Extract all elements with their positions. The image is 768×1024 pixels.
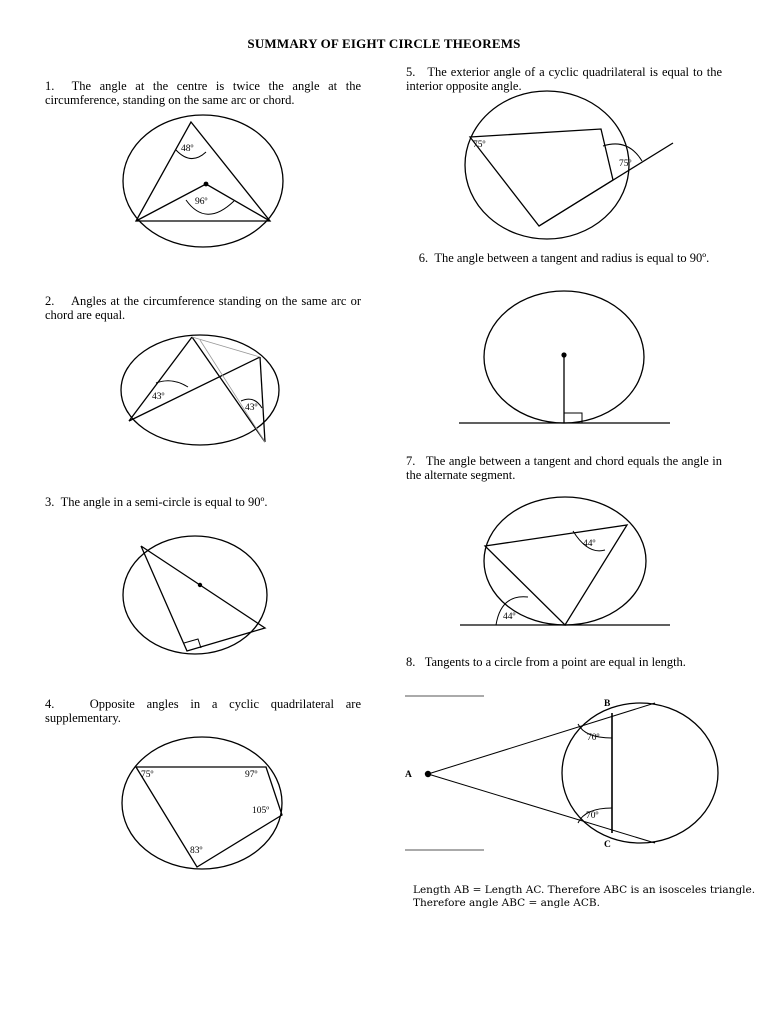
- tangent-line: [428, 703, 655, 774]
- page-title: SUMMARY OF EIGHT CIRCLE THEOREMS: [247, 36, 521, 51]
- theorem-2-text: 2. Angles at the circumference standing on the same arc or chord are equal.: [45, 294, 361, 322]
- angle-label: 44º: [503, 612, 516, 622]
- angle-label: 48º: [181, 144, 194, 154]
- theorem-8-text: 8. Tangents to a circle from a point are equal in length.: [406, 655, 686, 669]
- theorem-6-text: 6. The angle between a tangent and radius is equal to 90º.: [418, 251, 710, 265]
- angle-label: 43º: [245, 403, 258, 413]
- angle-label: 105º: [252, 806, 270, 816]
- angle-label: 70º: [586, 811, 599, 821]
- footnote-line-2: Therefore angle ABC = angle ACB.: [413, 897, 600, 909]
- angle-label: 97º: [245, 770, 258, 780]
- theorem-5-text: 5. The exterior angle of a cyclic quadrilateral is equal to the interior opposite angle.: [406, 65, 722, 93]
- point-a: [425, 771, 431, 777]
- angle-label: 75º: [473, 140, 486, 150]
- angle-label: 96º: [195, 197, 208, 207]
- point-label-b: B: [604, 699, 611, 709]
- angle-label: 75º: [141, 770, 154, 780]
- angle-label: 70º: [587, 733, 600, 743]
- tangent-line: [428, 774, 655, 843]
- angle-label: 75º: [619, 159, 632, 169]
- angle-label: 44º: [583, 539, 596, 549]
- theorem-4-text: 4. Opposite angles in a cyclic quadrilateral are supplementary.: [45, 697, 361, 725]
- theorem-3-text: 3. The angle in a semi-circle is equal to 90º.: [45, 495, 268, 509]
- theorem-7-text: 7. The angle between a tangent and chord equals the angle in the alternate segment.: [406, 454, 722, 482]
- point-label-c: C: [604, 840, 611, 850]
- angle-label: 43º: [152, 392, 165, 402]
- theorem-1-text: 1. The angle at the centre is twice the angle at the circumference, standing on the same arc or chord.: [45, 79, 361, 107]
- footnote-line-1: Length AB = Length AC. Therefore ABC is an isosceles triangle.: [413, 884, 756, 896]
- angle-label: 83º: [190, 846, 203, 856]
- point-label-a: A: [405, 770, 412, 780]
